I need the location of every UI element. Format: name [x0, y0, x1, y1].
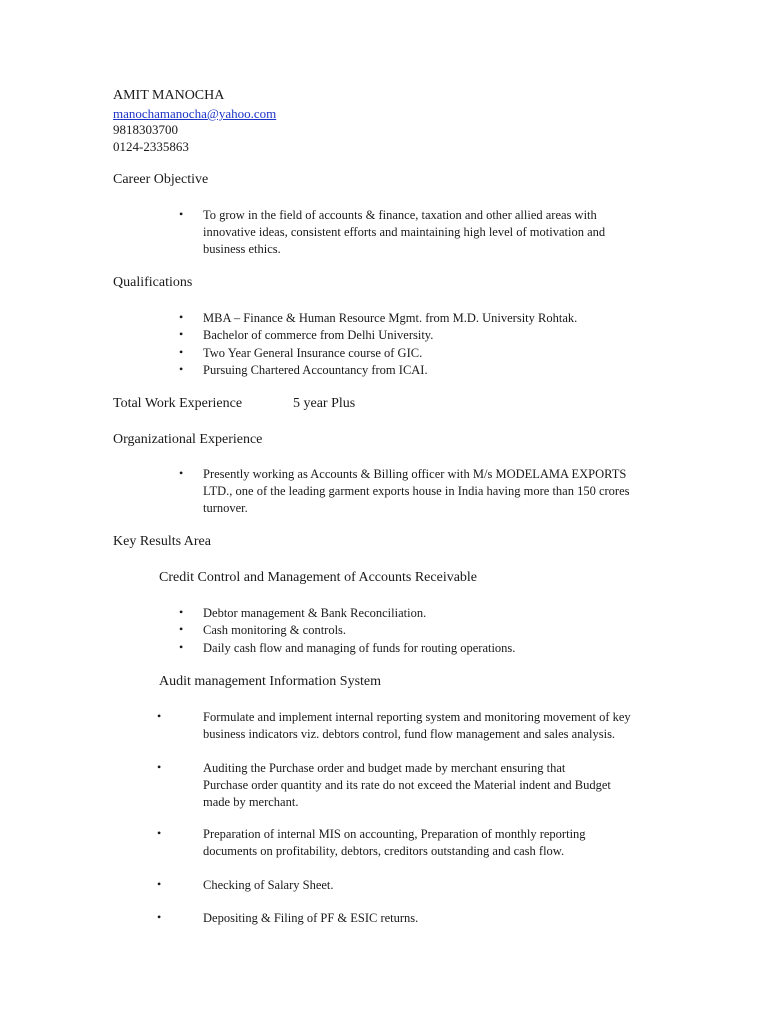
org-experience-line: turnover. — [203, 501, 248, 515]
audit-mis-heading: Audit management Information System — [159, 674, 382, 689]
email-link[interactable]: manochamanocha@yahoo.com — [113, 106, 277, 121]
bullet-icon: • — [179, 362, 184, 376]
audit-mis-line: Formulate and implement internal reporting system and monitoring movement of key — [203, 710, 631, 724]
key-results-area-heading: Key Results Area — [113, 534, 211, 549]
bullet-icon: • — [179, 207, 184, 221]
credit-control-item: Debtor management & Bank Reconciliation. — [203, 606, 427, 620]
credit-control-item: Daily cash flow and managing of funds for routing operations. — [203, 641, 516, 655]
total-work-experience-label: Total Work Experience — [113, 396, 243, 411]
bullet-icon: • — [157, 877, 162, 891]
audit-mis-line: documents on profitability, debtors, creditors outstanding and cash flow. — [203, 844, 565, 858]
career-objective-line: business ethics. — [203, 242, 281, 256]
audit-mis-line: Checking of Salary Sheet. — [203, 878, 334, 892]
qualifications-heading: Qualifications — [113, 275, 193, 290]
bullet-icon: • — [179, 345, 184, 359]
career-objective-line: innovative ideas, consistent efforts and maintaining high level of motivation and — [203, 225, 606, 239]
credit-control-heading: Credit Control and Management of Accounts Receivable — [159, 570, 478, 585]
bullet-icon: • — [179, 327, 184, 341]
bullet-icon: • — [179, 466, 184, 480]
total-work-experience-value: 5 year Plus — [293, 396, 356, 411]
bullet-icon: • — [157, 910, 162, 924]
audit-mis-line: Purchase order quantity and its rate do not exceed the Material indent and Budget — [203, 778, 611, 792]
audit-mis-line: business indicators viz. debtors control, fund flow management and sales analysis. — [203, 727, 616, 741]
audit-mis-line: Auditing the Purchase order and budget made by merchant ensuring that — [203, 761, 566, 775]
bullet-icon: • — [179, 622, 184, 636]
audit-mis-line: Preparation of internal MIS on accounting, Preparation of monthly reporting — [203, 827, 586, 841]
qualification-item: Bachelor of commerce from Delhi University. — [203, 328, 434, 342]
audit-mis-line: Depositing & Filing of PF & ESIC returns. — [203, 911, 419, 925]
qualification-item: MBA – Finance & Human Resource Mgmt. from M.D. University Rohtak. — [203, 311, 578, 325]
bullet-icon: • — [157, 826, 162, 840]
bullet-icon: • — [157, 709, 162, 723]
career-objective-line: To grow in the field of accounts & finance, taxation and other allied areas with — [203, 208, 597, 222]
bullet-icon: • — [179, 605, 184, 619]
qualification-item: Pursuing Chartered Accountancy from ICAI. — [203, 363, 428, 377]
audit-mis-line: made by merchant. — [203, 795, 299, 809]
bullet-icon: • — [157, 760, 162, 774]
organizational-experience-heading: Organizational Experience — [113, 432, 263, 447]
bullet-icon: • — [179, 640, 184, 654]
credit-control-item: Cash monitoring & controls. — [203, 623, 347, 637]
career-objective-heading: Career Objective — [113, 172, 209, 187]
phone-primary: 9818303700 — [113, 122, 178, 137]
org-experience-line: LTD., one of the leading garment exports house in India having more than 150 crores — [203, 484, 630, 498]
org-experience-line: Presently working as Accounts & Billing officer with M/s MODELAMA EXPORTS — [203, 467, 627, 481]
bullet-icon: • — [179, 310, 184, 324]
phone-secondary: 0124-2335863 — [113, 139, 189, 154]
candidate-name: AMIT MANOCHA — [113, 88, 225, 103]
qualification-item: Two Year General Insurance course of GIC. — [203, 346, 423, 360]
